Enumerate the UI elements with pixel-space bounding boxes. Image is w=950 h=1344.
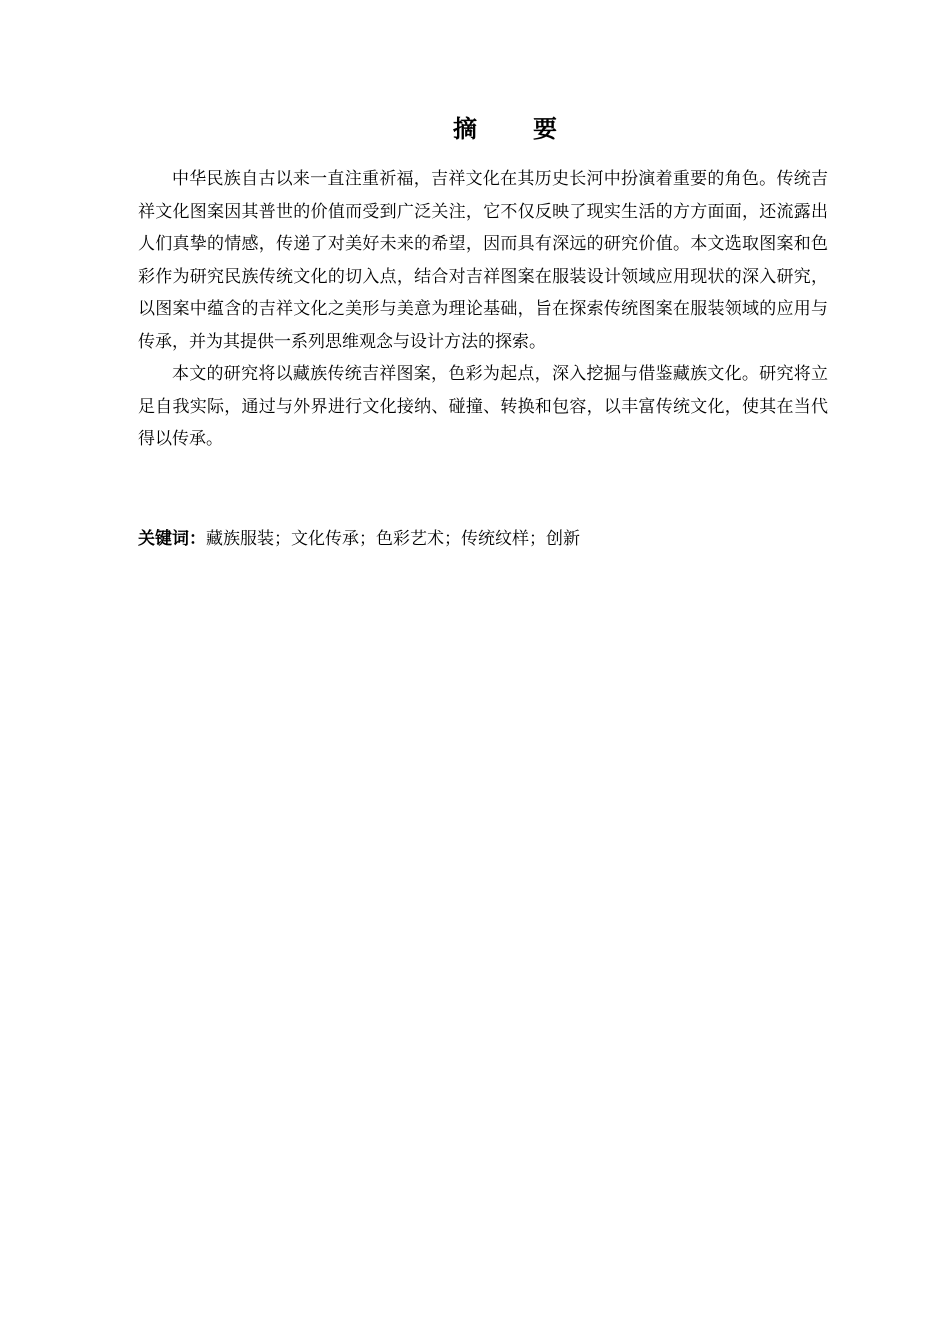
- keywords-label: 关键词：: [138, 529, 206, 549]
- keywords-line: [138, 524, 828, 554]
- abstract-paragraph-2: 本文的研究将以藏族传统吉祥图案，色彩为起点，深入挖掘与借鉴藏族文化。研究将立足自我实际，通过与外界进行文化接纳、碰撞、转换和包容，以丰富传统文化，使其在当代得以传承。: [138, 364, 828, 449]
- keywords-text: 藏族服装；文化传承；色彩艺术；传统纹样；创新: [206, 529, 580, 549]
- abstract-paragraph-1: 中华民族自古以来一直注重祈福，吉祥文化在其历史长河中扮演着重要的角色。传统吉祥文化图案因其普世的价值而受到广泛关注，它不仅反映了现实生活的方方面面，还流露出人们真挚的情感，传递了对美好未来的希望，因而具有深远的研究价值。本文选取图案和色彩作为研究民族传统文化的切入点，结合对吉祥图案在服装设计领域应用现状的深入研究，以图案中蕴含的吉祥文化之美形与美意为理论基础，旨在探索传统图案在服装领域的应用与传承，并为其提供一系列思维观念与设计方法的探索。: [138, 169, 828, 352]
- abstract-heading-container: [0, 112, 950, 146]
- abstract-heading: 摘 要: [453, 115, 573, 143]
- abstract-body: [138, 163, 828, 456]
